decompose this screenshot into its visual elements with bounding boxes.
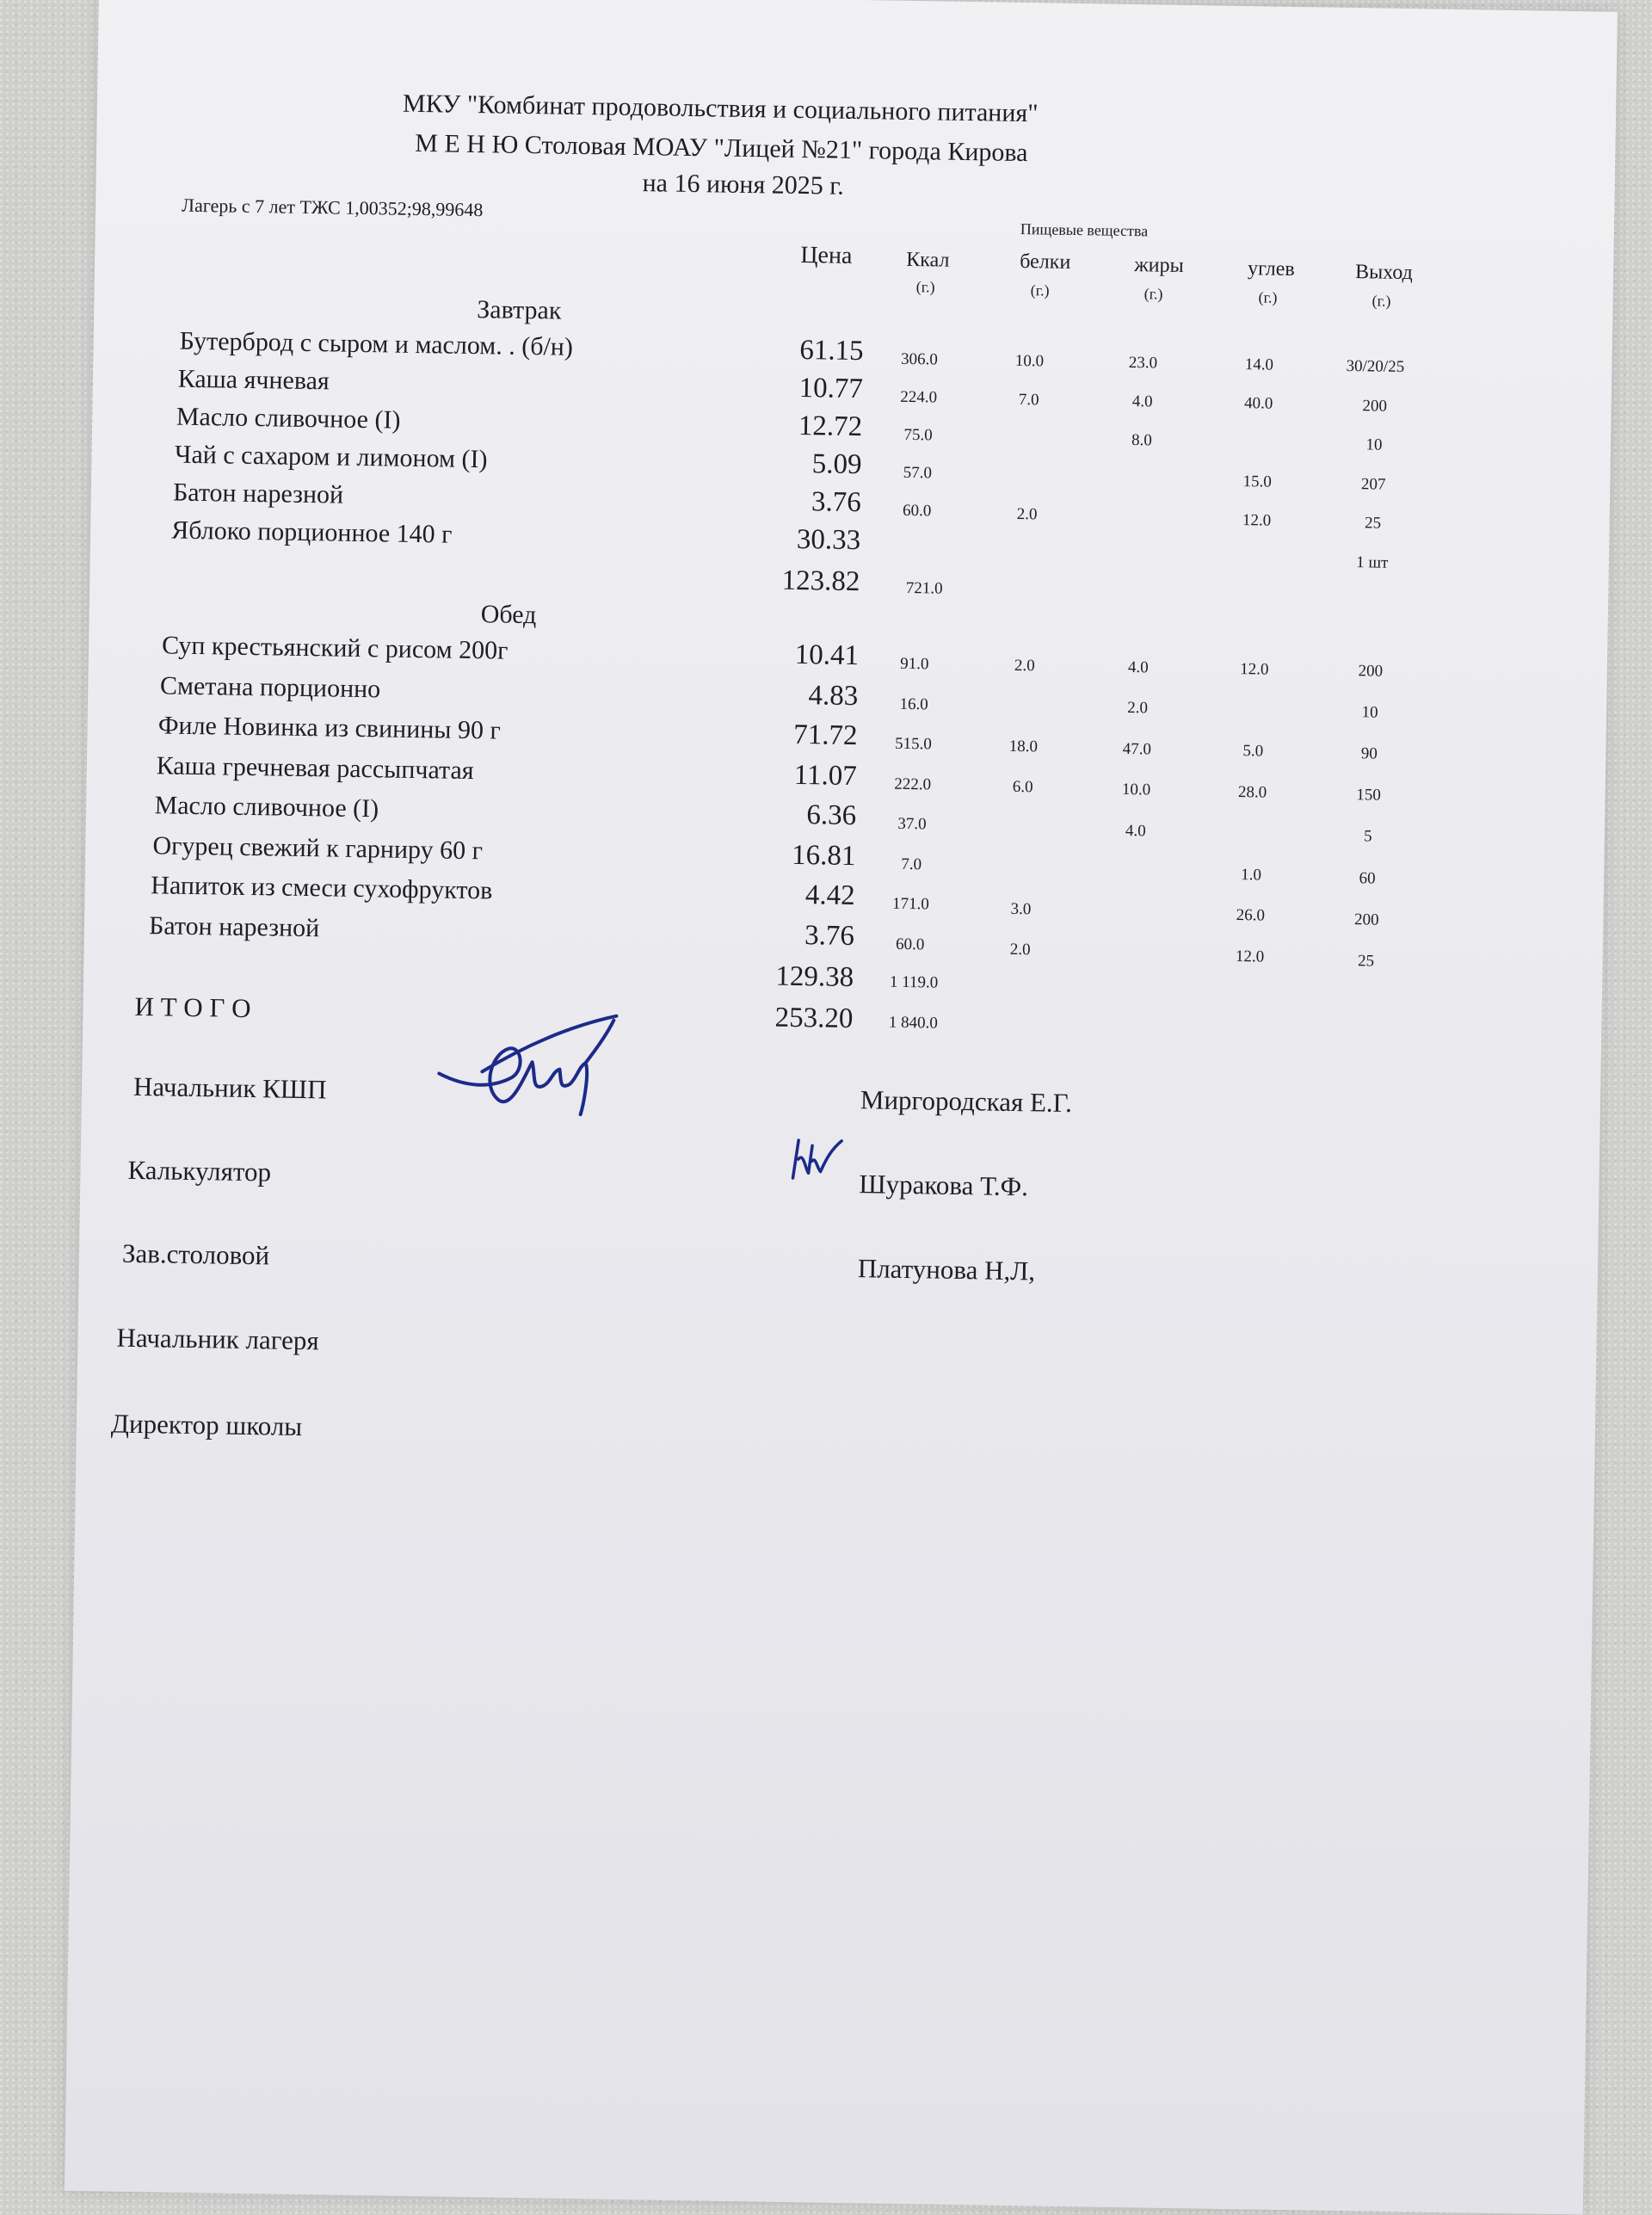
breakfast-dish-kcal: 306.0	[900, 349, 938, 369]
lunch-dish-price: 10.41	[794, 639, 860, 672]
breakfast-dish-carbs	[1205, 549, 1308, 551]
breakfast-dish-protein	[975, 543, 1078, 545]
name-calculator: Шуракова Т.Ф.	[859, 1169, 1029, 1202]
lunch-dish-protein	[972, 696, 1076, 698]
lunch-dish-yield: 150	[1356, 786, 1381, 805]
lunch-dish-yield: 60	[1359, 868, 1376, 888]
lunch-dish-name: Огурец свежий к гарниру 60 г	[152, 830, 484, 865]
lunch-dish-yield: 90	[1360, 744, 1378, 763]
unit-protein: (г.)	[1030, 281, 1050, 299]
lunch-dish-kcal: 222.0	[894, 774, 932, 793]
lunch-dish-carbs: 26.0	[1236, 906, 1266, 925]
lunch-dish-protein: 2.0	[1014, 656, 1035, 676]
lunch-total-kcal: 1 119.0	[889, 972, 939, 992]
col-fat: жиры	[1133, 254, 1184, 277]
lunch-dish-name: Напиток из смеси сухофруктов	[151, 871, 493, 905]
lunch-dish-kcal: 91.0	[900, 654, 929, 674]
breakfast-dish-carbs: 15.0	[1242, 472, 1273, 491]
breakfast-dish-carbs	[1206, 433, 1310, 435]
lunch-dish-name: Масло сливочное (I)	[154, 791, 379, 824]
breakfast-dish-name: Масло сливочное (I)	[176, 402, 401, 435]
lunch-dish-price: 3.76	[804, 919, 855, 952]
role-canteen-head: Зав.столовой	[121, 1237, 270, 1271]
breakfast-total-price: 123.82	[781, 565, 860, 598]
lunch-dish-protein: 2.0	[1009, 940, 1031, 959]
breakfast-dish-price: 61.15	[799, 334, 864, 367]
lunch-dish-price: 71.72	[793, 719, 858, 752]
breakfast-dish-price: 30.33	[796, 523, 861, 557]
breakfast-dish-price: 3.76	[811, 486, 862, 519]
role-camp-head: Начальник лагеря	[116, 1322, 319, 1356]
lunch-dish-kcal: 37.0	[897, 814, 927, 834]
lunch-dish-kcal: 171.0	[891, 894, 930, 914]
breakfast-dish-yield: 200	[1362, 396, 1388, 416]
lunch-dish-fat	[1082, 943, 1186, 945]
lunch-dish-name: Суп крестьянский с рисом 200г	[161, 631, 509, 665]
col-carbs: углев	[1247, 257, 1295, 281]
lunch-dish-yield: 200	[1353, 910, 1379, 929]
org-title: МКУ "Комбинат продовольствия и социального питания"	[402, 89, 1039, 128]
breakfast-dish-yield: 25	[1364, 514, 1382, 534]
lunch-dish-price: 4.83	[808, 679, 859, 712]
lunch-dish-name: Филе Новинка из свинины 90 г	[157, 711, 502, 745]
lunch-dish-price: 11.07	[793, 759, 858, 792]
lunch-dish-carbs: 1.0	[1241, 865, 1262, 884]
breakfast-dish-protein	[977, 466, 1080, 468]
breakfast-dish-name: Бутерброд с сыром и маслом. . (б/н)	[179, 326, 574, 361]
breakfast-dish-protein: 2.0	[1016, 505, 1038, 524]
lunch-dish-yield: 5	[1363, 827, 1372, 846]
breakfast-dish-protein: 7.0	[1018, 390, 1039, 409]
lunch-dish-carbs: 28.0	[1237, 783, 1267, 802]
lunch-dish-yield: 25	[1357, 951, 1375, 971]
unit-carbs: (г.)	[1258, 288, 1278, 306]
grand-total-price: 253.20	[774, 1002, 854, 1035]
lunch-dish-name: Сметана порционно	[159, 670, 381, 703]
col-kcal: Ккал	[906, 248, 950, 272]
breakfast-dish-fat: 23.0	[1128, 353, 1158, 373]
breakfast-dish-name: Яблоко порционное 140 г	[170, 515, 453, 549]
lunch-dish-carbs: 12.0	[1235, 947, 1265, 966]
lunch-dish-protein: 3.0	[1010, 899, 1032, 918]
lunch-dish-fat	[1083, 903, 1187, 904]
breakfast-dish-name: Батон нарезной	[172, 478, 344, 509]
name-head-kshp: Миргородская Е.Г.	[860, 1084, 1073, 1119]
lunch-dish-protein: 6.0	[1012, 778, 1033, 797]
breakfast-dish-price: 10.77	[798, 372, 864, 405]
lunch-dish-protein	[970, 859, 1073, 861]
lunch-dish-fat: 2.0	[1127, 699, 1149, 718]
menu-title: М Е Н Ю Столовая МОАУ "Лицей №21" города Кирова	[415, 128, 1028, 168]
lunch-dish-carbs: 5.0	[1242, 742, 1264, 761]
lunch-dish-fat: 4.0	[1125, 821, 1146, 840]
breakfast-dish-carbs: 14.0	[1244, 355, 1274, 374]
grand-total-kcal: 1 840.0	[888, 1013, 938, 1033]
breakfast-dish-fat: 4.0	[1131, 392, 1153, 411]
role-head-kshp: Начальник КШП	[133, 1070, 327, 1105]
breakfast-dish-yield: 30/20/25	[1346, 356, 1405, 377]
lunch-total-price: 129.38	[775, 960, 854, 994]
breakfast-dish-protein: 10.0	[1014, 351, 1045, 371]
lunch-dish-name: Батон нарезной	[148, 910, 320, 942]
role-calculator: Калькулятор	[127, 1154, 272, 1188]
breakfast-dish-fat	[1089, 469, 1193, 471]
breakfast-dish-name: Каша ячневая	[177, 364, 330, 396]
breakfast-dish-name: Чай с сахаром и лимоном (I)	[174, 440, 488, 474]
lunch-dish-kcal: 60.0	[895, 935, 925, 953]
breakfast-dish-kcal: 75.0	[903, 425, 933, 445]
lunch-dish-price: 4.42	[804, 879, 855, 912]
lunch-dish-protein: 18.0	[1008, 737, 1039, 756]
lunch-dish-price: 6.36	[806, 799, 857, 832]
lunch-dish-carbs	[1202, 700, 1305, 702]
lunch-dish-yield: 10	[1361, 703, 1378, 722]
breakfast-dish-carbs: 40.0	[1243, 394, 1273, 413]
name-canteen-head: Платунова Н,Л,	[857, 1253, 1036, 1286]
handwritten-signature-head-kshp	[430, 991, 621, 1119]
breakfast-dish-kcal: 224.0	[900, 387, 938, 407]
col-yield: Выход	[1354, 261, 1414, 285]
lunch-dish-protein	[971, 818, 1074, 820]
lunch-dish-kcal: 7.0	[901, 855, 922, 873]
nutrients-group-label: Пищевые вещества	[1020, 219, 1149, 240]
lunch-dish-name: Каша гречневая рассыпчатая	[156, 750, 474, 785]
lunch-dish-fat	[1083, 861, 1187, 863]
menu-date: на 16 июня 2025 г.	[642, 169, 844, 201]
lunch-dish-yield: 200	[1358, 662, 1384, 681]
lunch-dish-fat: 4.0	[1127, 658, 1149, 677]
breakfast-dish-yield: 207	[1360, 475, 1386, 494]
breakfast-dish-kcal: 57.0	[903, 463, 933, 483]
breakfast-dish-price: 5.09	[811, 448, 862, 481]
unit-kcal: (г.)	[915, 278, 935, 296]
breakfast-dish-yield: 10	[1365, 435, 1383, 454]
handwritten-signature-calculator	[786, 1133, 847, 1186]
breakfast-dish-fat	[1089, 508, 1193, 509]
breakfast-dish-kcal: 60.0	[902, 501, 932, 521]
breakfast-dish-fat: 8.0	[1131, 430, 1153, 450]
col-protein: белки	[1020, 250, 1071, 274]
breakfast-dish-protein	[977, 428, 1080, 429]
grand-total-label: И Т О Г О	[134, 990, 251, 1024]
lunch-dish-fat: 10.0	[1121, 780, 1151, 799]
lunch-dish-price: 16.81	[791, 839, 856, 872]
lunch-dish-kcal: 16.0	[899, 694, 928, 713]
role-school-director: Директор школы	[110, 1408, 303, 1442]
breakfast-total-kcal: 721.0	[905, 578, 943, 598]
breakfast-dish-kcal	[865, 539, 968, 540]
lunch-dish-carbs	[1200, 824, 1304, 825]
camp-note: Лагерь с 7 лет ТЖС 1,00352;98,99648	[181, 194, 484, 221]
breakfast-dish-price: 12.72	[798, 410, 863, 443]
lunch-dish-fat: 47.0	[1122, 739, 1152, 759]
section-breakfast: Завтрак	[477, 295, 562, 325]
unit-fat: (г.)	[1143, 285, 1163, 303]
section-lunch: Обед	[480, 600, 537, 630]
breakfast-dish-yield: 1 шт	[1356, 553, 1389, 572]
lunch-dish-kcal: 515.0	[894, 734, 932, 754]
col-price: Цена	[800, 241, 853, 269]
lunch-dish-carbs: 12.0	[1240, 660, 1269, 679]
unit-yield: (г.)	[1372, 292, 1391, 310]
menu-sheet	[65, 0, 1618, 2215]
breakfast-dish-carbs: 12.0	[1242, 510, 1272, 530]
breakfast-dish-fat	[1088, 546, 1192, 548]
